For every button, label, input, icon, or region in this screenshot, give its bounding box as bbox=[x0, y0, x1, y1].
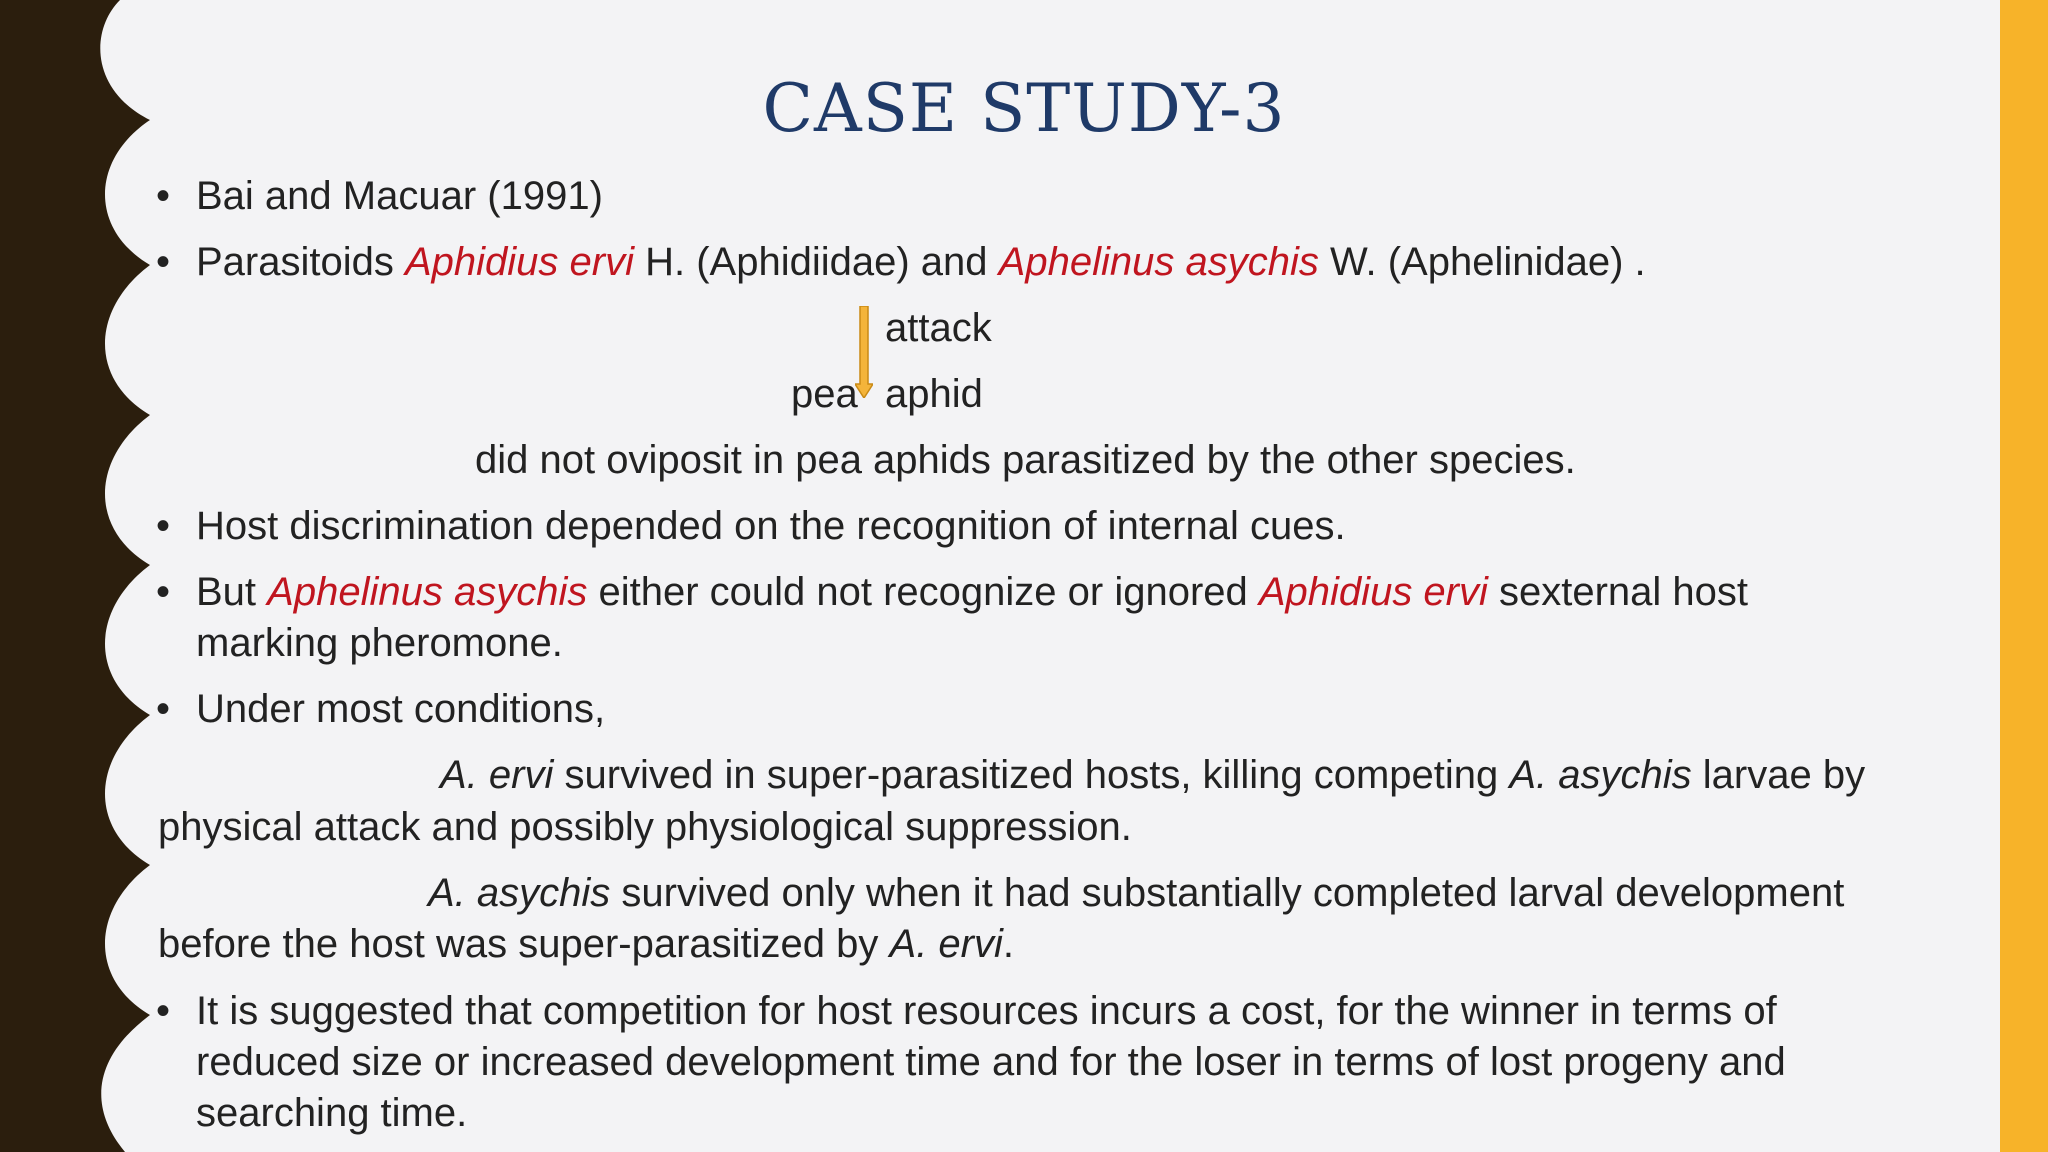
competition-line2: reduced size or increased development time and for the loser in terms of lost progeny and bbox=[196, 1040, 1786, 1084]
species-a-ervi: A. ervi bbox=[440, 753, 554, 797]
ervi-survival-line1 bbox=[440, 750, 1865, 801]
competition-line3: searching time. bbox=[196, 1091, 468, 1135]
slide-title: CASE STUDY-3 bbox=[762, 70, 1286, 147]
species-a-asychis-2: A. asychis bbox=[428, 871, 611, 915]
but-mid: either could not recognize or ignored bbox=[587, 570, 1259, 614]
right-accent-bar bbox=[2000, 0, 2048, 1152]
bullet-but-aphelinus bbox=[196, 567, 1748, 618]
asychis-survival-line2 bbox=[158, 919, 1014, 970]
but-prefix: But bbox=[196, 570, 268, 614]
asychis-survival-text: survived only when it had substantially completed larval development bbox=[610, 871, 1845, 915]
bullet-citation bbox=[196, 171, 603, 222]
bullet-conditions bbox=[196, 684, 605, 735]
but-suffix: sexternal host bbox=[1487, 570, 1749, 614]
species-aphidius-ervi-2: Aphidius ervi bbox=[1258, 570, 1488, 614]
pea-label: pea bbox=[791, 372, 858, 416]
species-aphelinus-asychis: Aphelinus asychis bbox=[998, 240, 1319, 284]
oviposit-line: did not oviposit in pea aphids parasitized by the other species. bbox=[475, 438, 1576, 482]
ervi-survival-end: larvae by bbox=[1691, 753, 1866, 797]
marking-pheromone-line: marking pheromone. bbox=[196, 621, 563, 665]
citation-text: Bai and Macuar (1991) bbox=[196, 174, 603, 218]
parasitoids-suffix: W. (Aphelinidae) . bbox=[1318, 240, 1646, 284]
species-aphidius-ervi: Aphidius ervi bbox=[404, 240, 634, 284]
asychis-line2-prefix: before the host was super-parasitized by bbox=[158, 922, 890, 966]
asychis-line2-end: . bbox=[1002, 922, 1014, 966]
ervi-survival-text: survived in super-parasitized hosts, killing competing bbox=[553, 753, 1510, 797]
competition-line1: It is suggested that competition for host resources incurs a cost, for the winner in terms of bbox=[196, 989, 1777, 1033]
bullet-parasitoids bbox=[196, 237, 1646, 288]
species-a-asychis: A. asychis bbox=[1509, 753, 1692, 797]
parasitoids-prefix: Parasitoids bbox=[196, 240, 405, 284]
species-aphelinus-asychis-2: Aphelinus asychis bbox=[267, 570, 588, 614]
species-a-ervi-2: A. ervi bbox=[889, 922, 1003, 966]
attack-label: attack bbox=[885, 306, 992, 350]
conditions-text: Under most conditions, bbox=[196, 687, 606, 731]
bullet-host-discrimination bbox=[196, 501, 1346, 552]
left-wave-band bbox=[0, 0, 160, 1152]
aphid-label: aphid bbox=[885, 372, 983, 416]
bullet-competition-cost bbox=[196, 986, 1777, 1037]
host-discrimination-text: Host discrimination depended on the recognition of internal cues. bbox=[196, 504, 1346, 548]
asychis-survival-line1 bbox=[428, 868, 1844, 919]
parasitoids-mid: H. (Aphidiidae) and bbox=[634, 240, 999, 284]
ervi-survival-line2: physical attack and possibly physiological suppression. bbox=[158, 805, 1132, 849]
